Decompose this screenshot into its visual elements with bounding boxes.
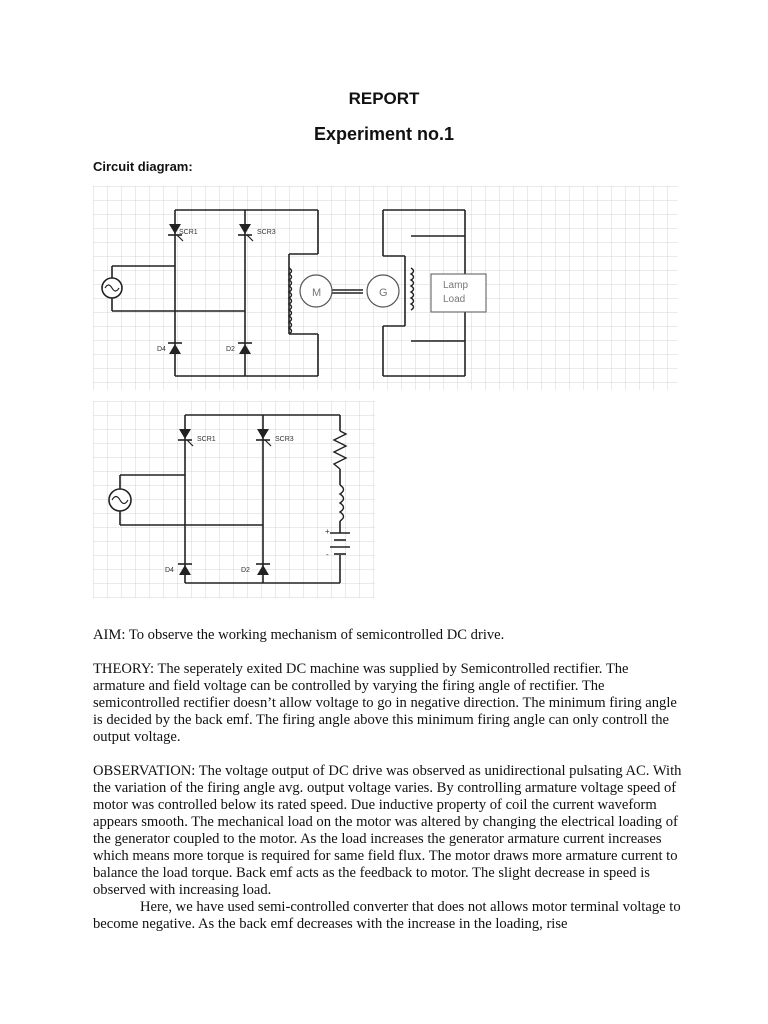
d4-label: D4: [157, 346, 166, 353]
report-body: [93, 627, 683, 933]
aim-paragraph: AIM: To observe the working mechanism of semicontrolled DC drive.: [93, 627, 505, 643]
battery-plus-label: +: [325, 527, 330, 536]
circuit-diagram-2: [93, 401, 375, 598]
observation-paragraph: OBSERVATION: The voltage output of DC drive was observed as unidirectional pulsating AC. With the variation of the firing angle avg. output voltage varies. By controlling armature voltage speed of motor was controlled below its rated speed. Due inductive property of coil the current waveform appears smooth. The mechanical load on the motor was altered by changing the electrical loading of the generator coupled to the motor. As the load increases the generator armature current increases which means more torque is required for same field flux. The motor draws more armature current to balance the load torque. Back emf acts as the feedback to motor. The slight decrease in speed is observed with increasing load.: [93, 763, 682, 898]
ac-source-icon: [109, 489, 131, 511]
d4-label: D4: [165, 567, 174, 574]
scr3-label: SCR3: [257, 229, 276, 236]
circuit-diagram-label: Circuit diagram:: [93, 159, 193, 174]
d2-label: D2: [241, 567, 250, 574]
theory-paragraph: THEORY: The seperately exited DC machine was supplied by Semicontrolled rectifier. The armature and field voltage can be controlled by varying the firing angle of rectifier. The semicontrolled rectifier doesn’t allow voltage to go in negative direction. The minimum firing angle is decided by the back emf. The firing angle above this minimum firing angle can only controll the output voltage.: [93, 661, 677, 745]
scr1-label: SCR1: [179, 229, 198, 236]
battery-minus-label: -: [326, 550, 329, 559]
continuation-paragraph: Here, we have used semi-controlled converter that does not allows motor terminal voltage to become negative. As the back emf decreases with the increase in the loading, rise: [93, 899, 681, 932]
report-title: REPORT: [348, 89, 420, 108]
circuit-diagram-1: [93, 186, 678, 390]
load-label: Load: [443, 294, 466, 305]
ac-source-icon: [102, 278, 122, 298]
motor-label: M: [312, 287, 322, 299]
experiment-title: Experiment no.1: [313, 124, 455, 144]
d2-label: D2: [226, 346, 235, 353]
generator-label: G: [379, 287, 388, 299]
grid-background: [93, 401, 375, 598]
lamp-label: Lamp: [443, 280, 469, 291]
scr1-label: SCR1: [197, 436, 216, 443]
scr3-label: SCR3: [275, 436, 294, 443]
